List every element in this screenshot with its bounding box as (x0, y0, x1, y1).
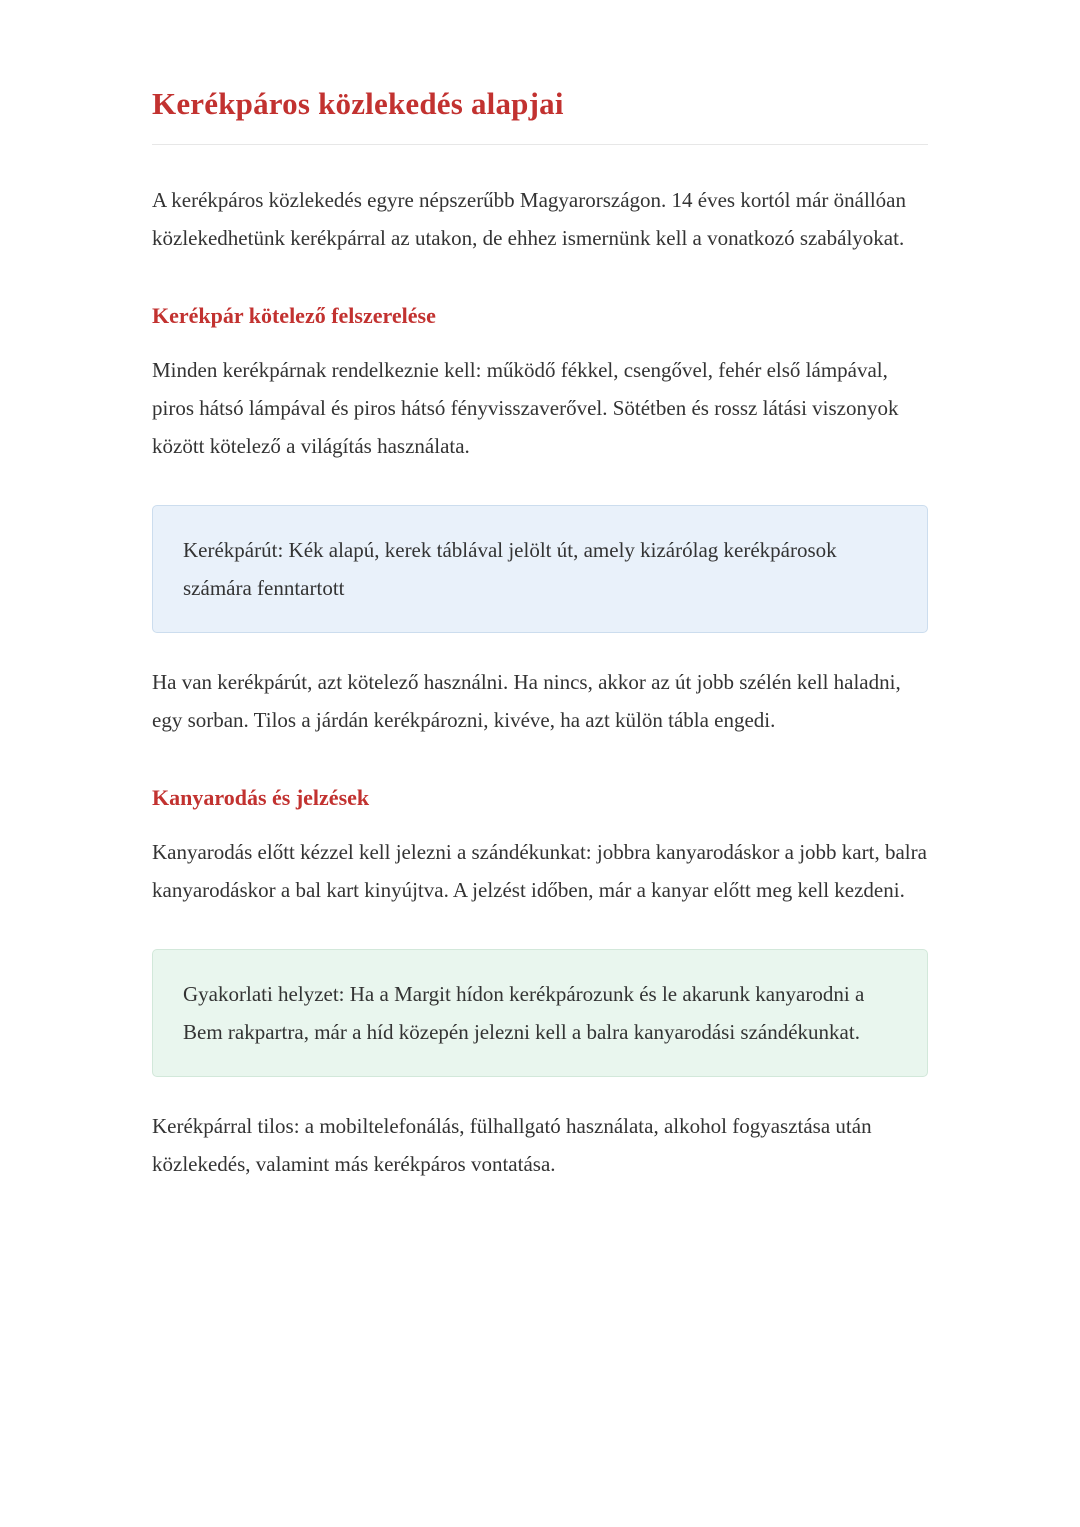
example-callout-margit-bridge: Gyakorlati helyzet: Ha a Margit hídon kerékpározunk és le akarunk kanyarodni a Bem rakpartra, már a híd közepén jelezni kell a balra kanyarodási szándékunkat. (152, 949, 928, 1077)
page-title: Kerékpáros közlekedés alapjai (152, 86, 928, 145)
prohibitions-paragraph: Kerékpárral tilos: a mobiltelefonálás, fülhallgató használata, alkohol fogyasztása után közlekedés, valamint más kerékpáros vontatása. (152, 1114, 872, 1176)
article-page (152, 0, 928, 1183)
section-turning (152, 785, 928, 1183)
equipment-paragraph: Minden kerékpárnak rendelkeznie kell: működő fékkel, csengővel, fehér első lámpával, piros hátsó lámpával és piros hátsó fényvisszaverővel. Sötétben és rossz látási viszonyok között kötelező a világítás használata. (152, 358, 899, 458)
bike-path-rules-paragraph: Ha van kerékpárút, azt kötelező használni. Ha nincs, akkor az út jobb szélén kell haladni, egy sorban. Tilos a járdán kerékpározni, kivéve, ha azt külön tábla engedi. (152, 670, 901, 732)
turning-paragraph: Kanyarodás előtt kézzel kell jelezni a szándékunkat: jobbra kanyarodáskor a jobb kart, balra kanyarodáskor a bal kart kinyújtva. A jelzést időben, már a kanyar előtt meg kell kezdeni. (152, 840, 927, 902)
section-heading-turning: Kanyarodás és jelzések (152, 785, 370, 810)
section-heading-equipment: Kerékpár kötelező felszerelése (152, 303, 436, 328)
intro-paragraph: A kerékpáros közlekedés egyre népszerűbb Magyarországon. 14 éves kortól már önállóan közlekedhetünk kerékpárral az utakon, de ehhez ismernünk kell a vonatkozó szabályokat. (152, 188, 906, 250)
info-callout-bike-path: Kerékpárút: Kék alapú, kerek táblával jelölt út, amely kizárólag kerékpárosok számára fenntartott (152, 505, 928, 633)
section-equipment (152, 303, 928, 739)
